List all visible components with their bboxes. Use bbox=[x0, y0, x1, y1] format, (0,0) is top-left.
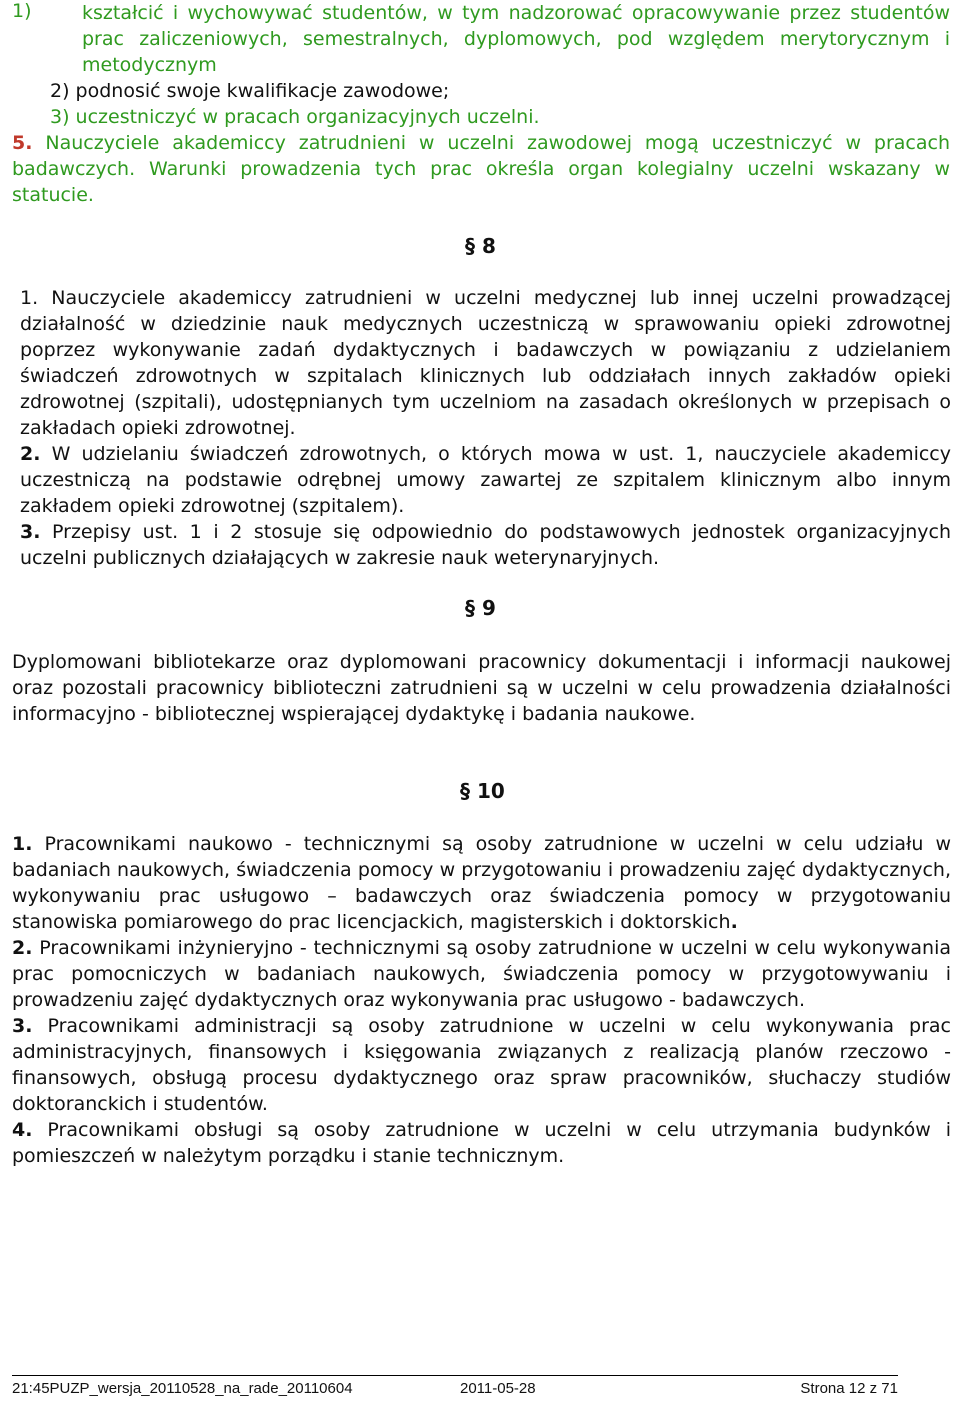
paragraph bbox=[12, 831, 951, 935]
paragraph-text: Pracownikami inżynieryjno - technicznymi są osoby zatrudnione w uczelni w celu wykonywania prac pomocniczych w badaniach naukowych, świadczenia pomocy w przygotowywaniu i prowadzeniu zajęć dydaktycznych oraz wykonywania prac usługowo - badawczych. bbox=[12, 937, 951, 1011]
paragraph bbox=[20, 519, 951, 571]
section-10-body bbox=[12, 831, 951, 1169]
paragraph-number: 1. bbox=[12, 833, 33, 855]
paragraph-number: 3. bbox=[12, 1015, 33, 1037]
paragraph: Dyplomowani bibliotekarze oraz dyplomowani pracownicy dokumentacji i informacji naukowej oraz pozostali pracownicy biblioteczni zatrudnieni są w uczelni w celu prowadzenia działalności informacyjno - bibliotecznej wspierającej dydaktykę i badania naukowe. bbox=[12, 651, 951, 725]
footer-page-number: Strona 12 z 71 bbox=[800, 1380, 898, 1397]
section-8-body bbox=[20, 285, 951, 571]
section-9-body bbox=[12, 649, 951, 727]
paragraph-text: Pracownikami administracji są osoby zatrudnione w uczelni w celu wykonywania prac administracyjnych, finansowych i księgowania związanych z realizacją planów rzeczowo - finansowych, obsługą procesu dydaktycznego oraz spraw pracowników, słuchaczy studiów doktoranckich i studentów. bbox=[12, 1015, 951, 1115]
footer-date: 2011-05-28 bbox=[460, 1380, 536, 1397]
paragraph bbox=[12, 1013, 951, 1117]
paragraph bbox=[20, 285, 951, 441]
footer-filename: 21:45PUZP_wersja_20110528_na_rade_20110604 bbox=[12, 1380, 353, 1397]
paragraph-text: Pracownikami naukowo - technicznymi są osoby zatrudnione w uczelni w celu udziału w badaniach naukowych, świadczenia pomocy w przygotowaniu i prowadzeniu zajęć dydaktycznych, wykonywaniu prac usługowo – badawczych oraz świadczenia pomocy w przygotowaniu stanowiska pomiarowego do prac licencjackich, magisterskich i doktorskich bbox=[12, 833, 951, 933]
list-text: kształcić i wychowywać studentów, w tym nadzorować opracowywanie przez studentów prac zaliczeniowych, semestralnych, dyplomowych, pod względem merytorycznym i metodycznym bbox=[82, 2, 950, 76]
paragraph-text: W udzielaniu świadczeń zdrowotnych, o których mowa w ust. 1, nauczyciele akademiccy uczestniczą na podstawie odrębnej umowy zawartej ze szpitalem klinicznym albo innym zakładem opieki zdrowotnej (szpitalem). bbox=[20, 443, 951, 517]
section-heading-8: § 8 bbox=[465, 234, 496, 258]
paragraph bbox=[20, 441, 951, 519]
paragraph-number: 3. bbox=[20, 521, 41, 543]
list-text: 3) uczestniczyć w pracach organizacyjnych uczelni. bbox=[50, 106, 540, 128]
paragraph-number: 4. bbox=[12, 1119, 33, 1141]
paragraph-text: Nauczyciele akademiccy zatrudnieni w uczelni medycznej lub innej uczelni prowadzącej działalność w dziedzinie nauk medycznych uczestniczą w sprawowaniu opieki zdrowotnej poprzez wykonywanie zadań dydaktycznych i badawczych w powiązaniu z udzielaniem świadczeń zdrowotnych w szpitalach klinicznych lub oddziałach innych zakładów opieki zdrowotnej (szpitali), udostępnianych tym uczelniom na zasadach określonych w przepisach o zakładach opieki zdrowotnej. bbox=[20, 287, 951, 439]
paragraph bbox=[12, 1117, 951, 1169]
page-footer bbox=[12, 1375, 898, 1400]
paragraph-text: Nauczyciele akademiccy zatrudnieni w uczelni zawodowej mogą uczestniczyć w pracach badawczych. Warunki prowadzenia tych prac określa organ kolegialny uczelni wskazany w statucie. bbox=[12, 132, 950, 206]
paragraph-end: . bbox=[730, 911, 738, 933]
paragraph-number: 2. bbox=[20, 443, 41, 465]
top-block bbox=[12, 0, 950, 208]
paragraph-text: Przepisy ust. 1 i 2 stosuje się odpowiednio do podstawowych jednostek organizacyjnych uczelni publicznych działających w zakresie nauk weterynaryjnych. bbox=[20, 521, 951, 569]
paragraph bbox=[12, 935, 951, 1013]
list-item bbox=[12, 0, 950, 78]
paragraph-number: 5. bbox=[12, 132, 33, 154]
section-heading-9: § 9 bbox=[465, 596, 496, 620]
paragraph bbox=[12, 130, 950, 208]
list-text: 2) podnosić swoje kwalifikacje zawodowe; bbox=[50, 80, 450, 102]
list-number: 1) bbox=[12, 0, 32, 22]
paragraph-number: 1. bbox=[20, 287, 39, 309]
list-item bbox=[12, 104, 950, 130]
list-item bbox=[12, 78, 950, 104]
paragraph-text: Pracownikami obsługi są osoby zatrudnione w uczelni w celu utrzymania budynków i pomieszczeń w należytym porządku i stanie technicznym. bbox=[12, 1119, 951, 1167]
paragraph-number: 2. bbox=[12, 937, 33, 959]
section-heading-10: § 10 bbox=[460, 779, 505, 803]
